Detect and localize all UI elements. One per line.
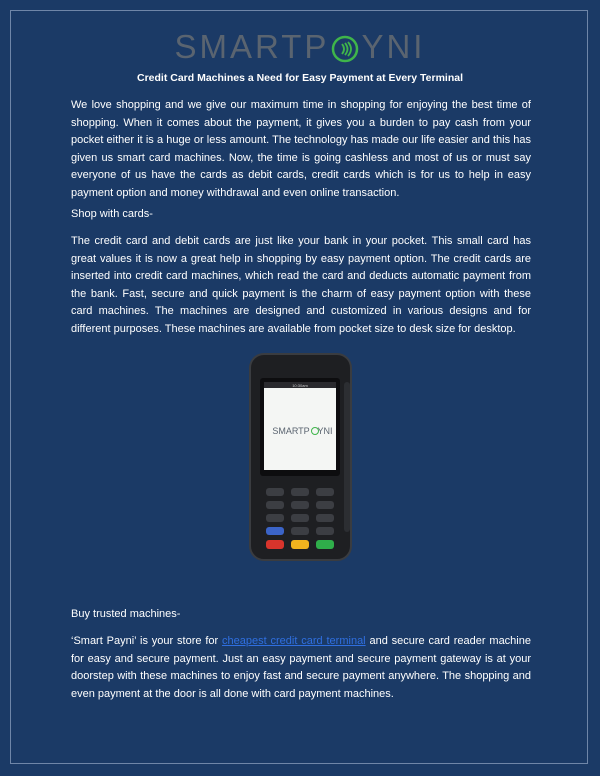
store-paragraph-after: and secure card reader machine for easy and secure payment. Just an easy payment and secure payment gateway is at your doorstep with these machines to enjoy fast and secure payment anywhere. The shopping and even payment at the door is all done with card payment machines. (71, 635, 531, 700)
store-paragraph-before: ‘Smart Payni’ is your store for (71, 635, 223, 647)
cheapest-credit-card-terminal-link[interactable]: cheapest credit card terminal (222, 635, 366, 647)
device-status-text: 10:30am (292, 383, 308, 388)
intro-paragraph: We love shopping and we give our maximum time in shopping for enjoying the best time of shopping. When it comes about the payment, it gives you a burden to pay cash from your pocket either it is a huge or less amount. The technology has made our life easier and this has given us smart card machines. Now, the time is going cashless and most of us or must say everyone of us have the cards as debit cards, credit cards which is for us to help in easy payment option and money withdrawal and even online transaction. (71, 99, 531, 199)
device-screen-logo-left: SMARTP (272, 426, 310, 436)
contactless-icon (331, 33, 359, 61)
logo-text-right: YNI (361, 28, 426, 65)
smartpayni-logo (0, 30, 600, 64)
card-machine-image (248, 352, 353, 562)
section-heading-shop-with-cards: Shop with cards- (71, 208, 153, 220)
cards-paragraph: The credit card and debit cards are just like your bank in your pocket. This small card has great values it is now a great help in shopping by easy payment option. The credit cards are inserted into credit card machines, which read the card and deducts automatic payment from the bank. Fast, secure and quick payment is the charm of easy payment option with these card machines. The machines are designed and customized in various designs and for different purposes. These machines are available from pocket size to desk size for desktop. (71, 235, 531, 335)
logo-text-left: SMARTP (174, 28, 330, 65)
device-screen-logo-right: YNI (317, 426, 333, 436)
section-heading-buy-trusted-machines: Buy trusted machines- (71, 608, 181, 620)
page-title: Credit Card Machines a Need for Easy Payment at Every Terminal (136, 72, 463, 84)
store-paragraph (71, 633, 531, 703)
